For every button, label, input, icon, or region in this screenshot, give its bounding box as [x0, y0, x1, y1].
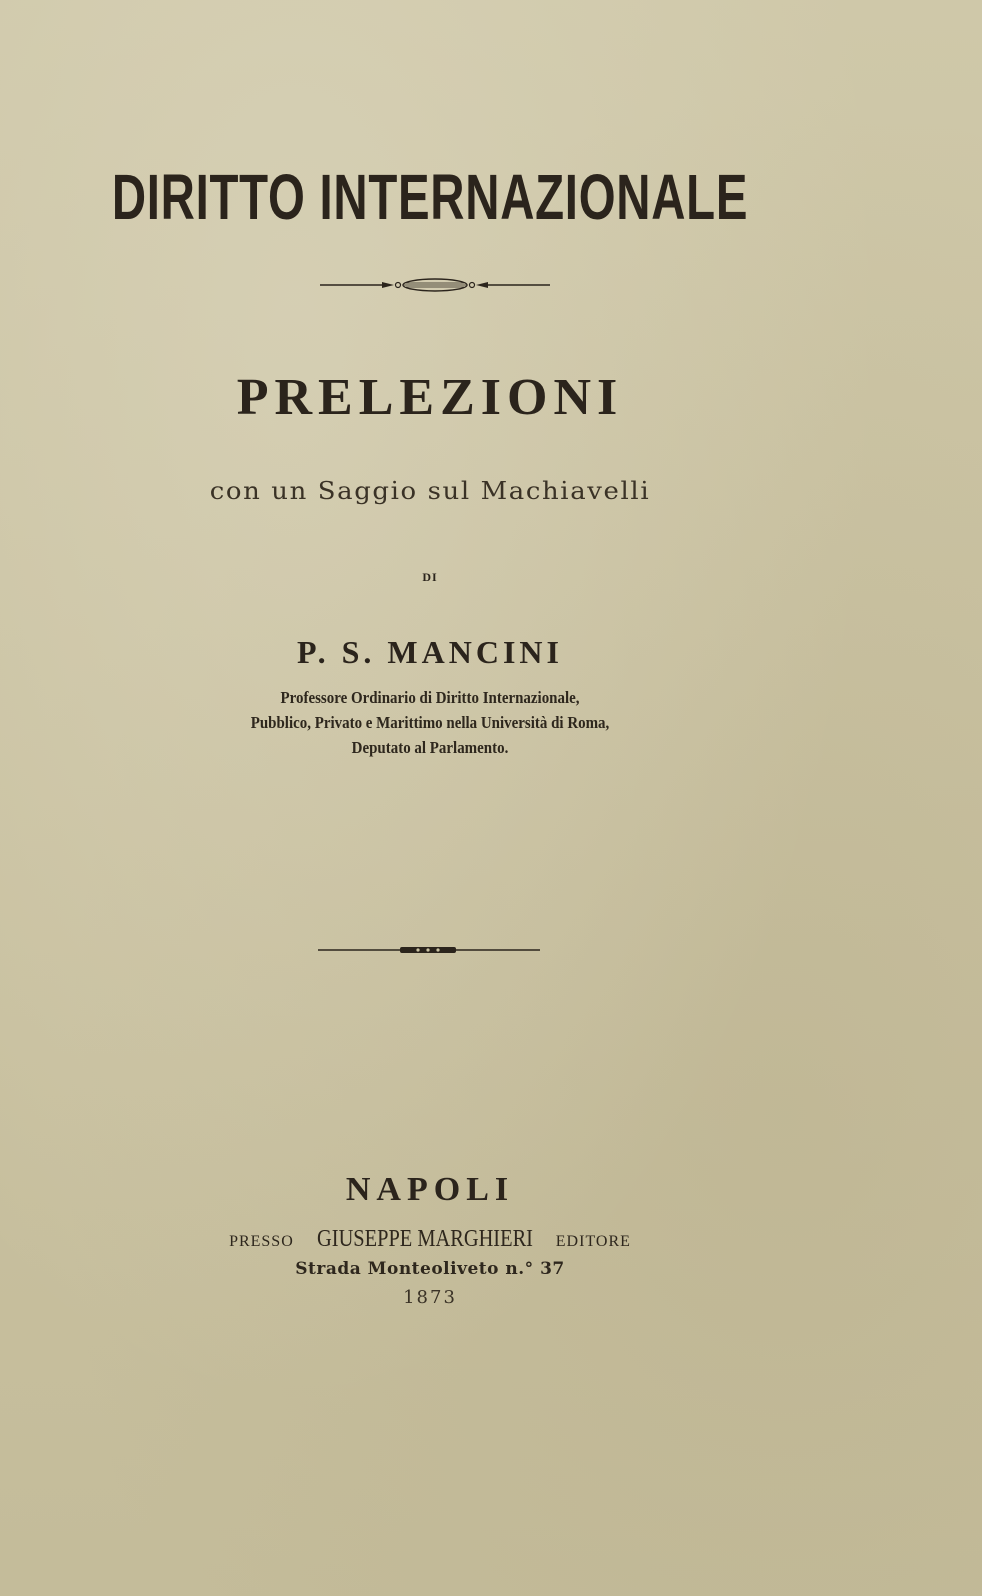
author-affiliation-line: Professore Ordinario di Diritto Internazionale,: [280, 688, 580, 707]
book-tagline: con un Saggio sul Machiavelli: [209, 477, 651, 505]
imprint-publisher-line: [0, 1226, 860, 1253]
author-affiliation-line: Pubblico, Privato e Marittimo nella Università di Roma,: [250, 713, 610, 732]
by-label: DI: [422, 570, 438, 584]
imprint-year: 1873: [403, 1287, 457, 1308]
imprint-city: NAPOLI: [345, 1171, 515, 1208]
book-title: DIRITTO INTERNAZIONALE: [111, 161, 749, 233]
author-affiliation-line: Deputato al Parlamento.: [351, 738, 509, 757]
ornament-rule-icon: [318, 945, 540, 955]
author-name: P. S. MANCINI: [297, 634, 563, 670]
book-subtitle: PRELEZIONI: [236, 369, 624, 426]
imprint-editore: EDITORE: [555, 1233, 631, 1250]
imprint-presso: PRESSO: [229, 1233, 294, 1250]
imprint-publisher: GIUSEPPE MARGHIERI: [316, 1226, 533, 1252]
imprint-address: Strada Monteoliveto n.° 37: [295, 1259, 565, 1279]
ornament-divider-icon: [320, 278, 550, 292]
